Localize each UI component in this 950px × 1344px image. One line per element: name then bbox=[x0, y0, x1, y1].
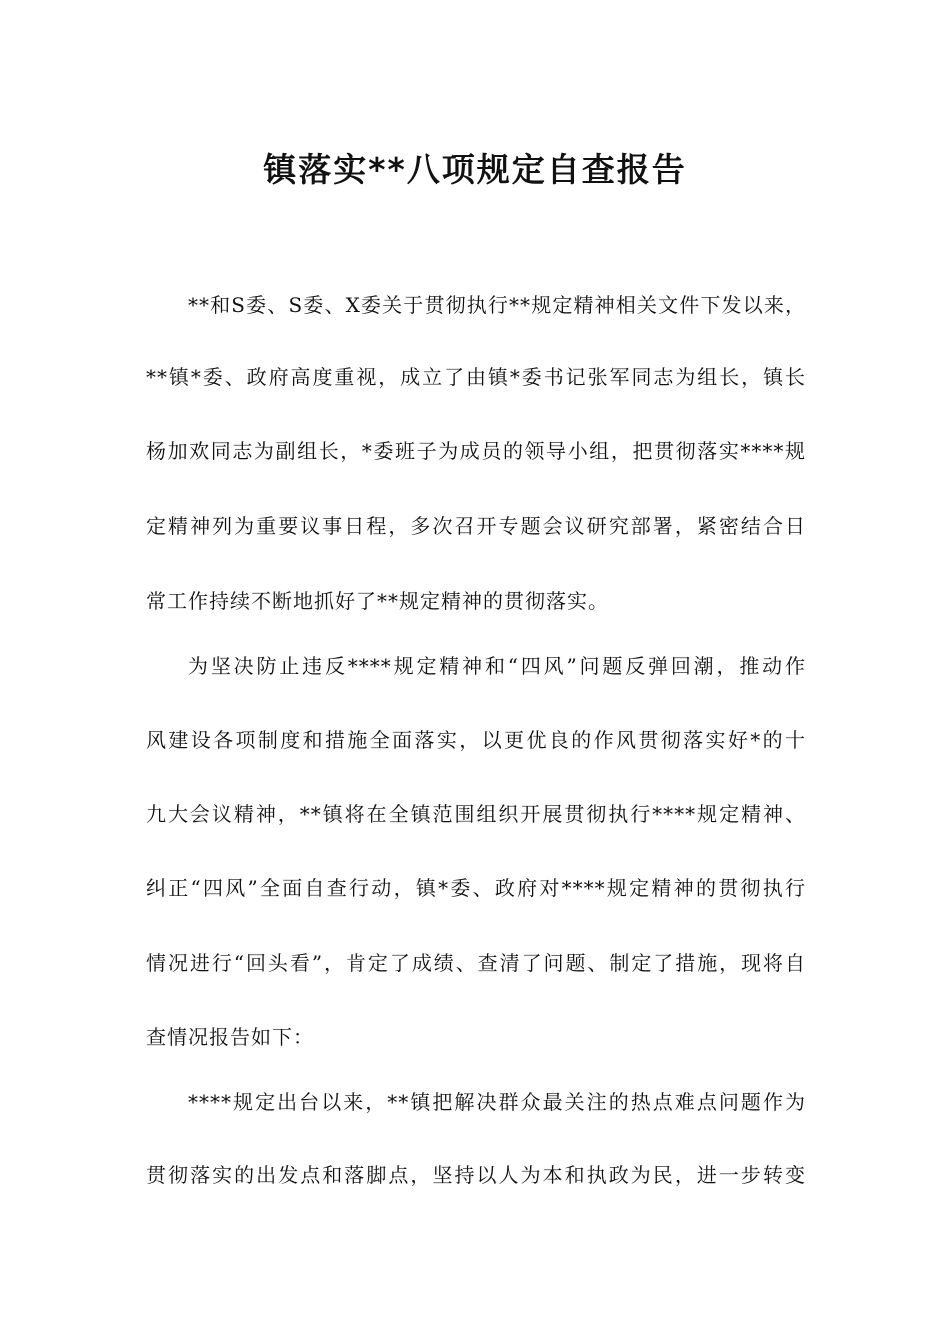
paragraph-1-line-3: 杨加欢同志为副组长，*委班子为成员的领导小组，把贯彻落实****规 bbox=[146, 439, 806, 463]
paragraph-3-line-1: ****规定出台以来，**镇把解决群众最关注的热点难点问题作为 bbox=[188, 1090, 806, 1114]
paragraph-2-line-2: 风建设各项制度和措施全面落实，以更优良的作风贯彻落实好*的十 bbox=[146, 728, 806, 752]
paragraph-2-line-5: 情况进行“回头看”，肯定了成绩、查清了问题、制定了措施，现将自 bbox=[146, 951, 806, 975]
paragraph-1-line-2: **镇*委、政府高度重视，成立了由镇*委书记张军同志为组长，镇长 bbox=[146, 365, 806, 389]
document-title: 镇落实**八项规定自查报告 bbox=[263, 150, 687, 189]
paragraph-2-line-6: 查情况报告如下： bbox=[146, 1025, 314, 1049]
paragraph-1-line-5: 常工作持续不断地抓好了**规定精神的贯彻落实。 bbox=[146, 589, 609, 613]
paragraph-3-line-2: 贯彻落实的出发点和落脚点，坚持以人为本和执政为民，进一步转变 bbox=[146, 1163, 806, 1187]
paragraph-2-line-3: 九大会议精神，**镇将在全镇范围组织开展贯彻执行****规定精神、 bbox=[146, 802, 806, 826]
paragraph-1-line-1: **和S委、S委、X委关于贯彻执行**规定精神相关文件下发以来， bbox=[188, 293, 806, 317]
paragraph-2-line-1: 为坚决防止违反****规定精神和“四风”问题反弹回潮，推动作 bbox=[188, 654, 806, 678]
paragraph-2-line-4: 纠正“四风”全面自查行动，镇*委、政府对****规定精神的贯彻执行 bbox=[146, 876, 806, 900]
paragraph-1-line-4: 定精神列为重要议事日程，多次召开专题会议研究部署，紧密结合日 bbox=[146, 514, 806, 538]
